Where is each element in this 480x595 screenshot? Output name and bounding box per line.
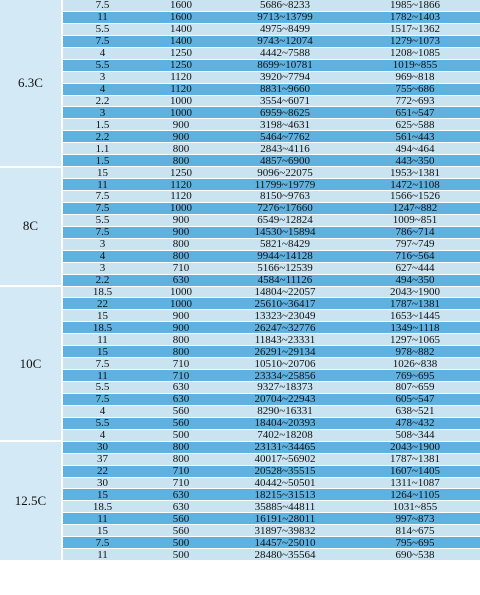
power-cell: 7.5 <box>62 191 142 203</box>
speed-cell: 630 <box>142 274 220 286</box>
pressure-range-cell: 494~350 <box>350 274 480 286</box>
flow-range-cell: 8699~10781 <box>220 59 350 71</box>
flow-range-cell: 4857~6900 <box>220 155 350 167</box>
table-row <box>0 11 480 23</box>
flow-range-cell: 9713~13799 <box>220 11 350 23</box>
model-group-label: 6.3C <box>0 0 62 167</box>
pressure-range-cell: 1031~855 <box>350 501 480 513</box>
table-row <box>0 477 480 489</box>
power-cell: 4 <box>62 83 142 95</box>
power-cell: 4 <box>62 47 142 59</box>
power-cell: 7.5 <box>62 35 142 47</box>
flow-range-cell: 2843~4116 <box>220 143 350 155</box>
table-row <box>0 310 480 322</box>
pressure-range-cell: 625~588 <box>350 119 480 131</box>
flow-range-cell: 9743~12074 <box>220 35 350 47</box>
pressure-range-cell: 605~547 <box>350 393 480 405</box>
flow-range-cell: 23334~25856 <box>220 370 350 382</box>
table-row <box>0 167 480 179</box>
speed-cell: 1250 <box>142 167 220 179</box>
pressure-range-cell: 690~538 <box>350 549 480 561</box>
pressure-range-cell: 1009~851 <box>350 214 480 226</box>
pressure-range-cell: 1472~1108 <box>350 179 480 191</box>
speed-cell: 800 <box>142 346 220 358</box>
pressure-range-cell: 1985~1866 <box>350 0 480 11</box>
speed-cell: 560 <box>142 417 220 429</box>
flow-range-cell: 14804~22057 <box>220 286 350 298</box>
power-cell: 30 <box>62 441 142 453</box>
pressure-range-cell: 1953~1381 <box>350 167 480 179</box>
table-row <box>0 405 480 417</box>
flow-range-cell: 10510~20706 <box>220 358 350 370</box>
pressure-range-cell: 1019~855 <box>350 59 480 71</box>
power-cell: 3 <box>62 107 142 119</box>
power-cell: 7.5 <box>62 226 142 238</box>
table-row <box>0 179 480 191</box>
flow-range-cell: 3554~6071 <box>220 95 350 107</box>
speed-cell: 800 <box>142 155 220 167</box>
flow-range-cell: 14457~25010 <box>220 537 350 549</box>
speed-cell: 900 <box>142 322 220 334</box>
power-cell: 4 <box>62 405 142 417</box>
pressure-range-cell: 997~873 <box>350 513 480 525</box>
table-row <box>0 119 480 131</box>
speed-cell: 1000 <box>142 107 220 119</box>
flow-range-cell: 5821~8429 <box>220 238 350 250</box>
power-cell: 1.1 <box>62 143 142 155</box>
pressure-range-cell: 795~695 <box>350 537 480 549</box>
table-row <box>0 0 480 11</box>
power-cell: 3 <box>62 262 142 274</box>
flow-range-cell: 6549~12824 <box>220 214 350 226</box>
pressure-range-cell: 1349~1118 <box>350 322 480 334</box>
speed-cell: 1120 <box>142 179 220 191</box>
speed-cell: 1120 <box>142 83 220 95</box>
table-row <box>0 322 480 334</box>
flow-range-cell: 6959~8625 <box>220 107 350 119</box>
model-group-label: 12.5C <box>0 441 62 560</box>
model-group-label: 8C <box>0 167 62 286</box>
flow-range-cell: 11843~23331 <box>220 334 350 346</box>
speed-cell: 710 <box>142 262 220 274</box>
speed-cell: 900 <box>142 214 220 226</box>
table-row <box>0 465 480 477</box>
speed-cell: 1000 <box>142 202 220 214</box>
pressure-range-cell: 1311~1087 <box>350 477 480 489</box>
pressure-range-cell: 1653~1445 <box>350 310 480 322</box>
flow-range-cell: 3920~7794 <box>220 71 350 83</box>
speed-cell: 1400 <box>142 23 220 35</box>
table-row <box>0 382 480 394</box>
power-cell: 11 <box>62 179 142 191</box>
speed-cell: 630 <box>142 382 220 394</box>
speed-cell: 900 <box>142 131 220 143</box>
table-row <box>0 537 480 549</box>
flow-range-cell: 16191~28011 <box>220 513 350 525</box>
power-cell: 15 <box>62 346 142 358</box>
pressure-range-cell: 1787~1381 <box>350 298 480 310</box>
table-row <box>0 358 480 370</box>
speed-cell: 1120 <box>142 71 220 83</box>
pressure-range-cell: 797~749 <box>350 238 480 250</box>
speed-cell: 710 <box>142 465 220 477</box>
flow-range-cell: 23131~34465 <box>220 441 350 453</box>
power-cell: 15 <box>62 167 142 179</box>
pressure-range-cell: 969~818 <box>350 71 480 83</box>
power-cell: 18.5 <box>62 286 142 298</box>
table-row <box>0 202 480 214</box>
power-cell: 11 <box>62 11 142 23</box>
flow-range-cell: 40017~56902 <box>220 453 350 465</box>
table-row <box>0 513 480 525</box>
flow-range-cell: 14530~15894 <box>220 226 350 238</box>
pressure-range-cell: 786~714 <box>350 226 480 238</box>
table-row <box>0 441 480 453</box>
table-row <box>0 525 480 537</box>
table-row <box>0 393 480 405</box>
pressure-range-cell: 716~564 <box>350 250 480 262</box>
pressure-range-cell: 1607~1405 <box>350 465 480 477</box>
flow-range-cell: 5464~7762 <box>220 131 350 143</box>
flow-range-cell: 18215~31513 <box>220 489 350 501</box>
pressure-range-cell: 2043~1900 <box>350 441 480 453</box>
pressure-range-cell: 494~464 <box>350 143 480 155</box>
pressure-range-cell: 814~675 <box>350 525 480 537</box>
pressure-range-cell: 1566~1526 <box>350 191 480 203</box>
flow-range-cell: 8831~9660 <box>220 83 350 95</box>
speed-cell: 710 <box>142 370 220 382</box>
pressure-range-cell: 1782~1403 <box>350 11 480 23</box>
flow-range-cell: 4584~11126 <box>220 274 350 286</box>
table-row <box>0 250 480 262</box>
pressure-range-cell: 2043~1900 <box>350 286 480 298</box>
speed-cell: 1600 <box>142 11 220 23</box>
flow-range-cell: 5166~12539 <box>220 262 350 274</box>
power-cell: 7.5 <box>62 0 142 11</box>
flow-range-cell: 9327~18373 <box>220 382 350 394</box>
speed-cell: 560 <box>142 513 220 525</box>
power-cell: 5.5 <box>62 214 142 226</box>
table-row <box>0 226 480 238</box>
table-row <box>0 262 480 274</box>
table-row <box>0 71 480 83</box>
power-cell: 15 <box>62 310 142 322</box>
table-row <box>0 23 480 35</box>
pressure-range-cell: 807~659 <box>350 382 480 394</box>
pressure-range-cell: 978~882 <box>350 346 480 358</box>
flow-range-cell: 26291~29134 <box>220 346 350 358</box>
power-cell: 3 <box>62 238 142 250</box>
power-cell: 30 <box>62 477 142 489</box>
power-cell: 11 <box>62 370 142 382</box>
table-row <box>0 346 480 358</box>
table-row <box>0 370 480 382</box>
table-row <box>0 417 480 429</box>
speed-cell: 1000 <box>142 298 220 310</box>
table-row <box>0 238 480 250</box>
flow-range-cell: 8290~16331 <box>220 405 350 417</box>
speed-cell: 560 <box>142 525 220 537</box>
speed-cell: 630 <box>142 393 220 405</box>
speed-cell: 500 <box>142 537 220 549</box>
table-row <box>0 489 480 501</box>
speed-cell: 1120 <box>142 191 220 203</box>
flow-range-cell: 20528~35515 <box>220 465 350 477</box>
pressure-range-cell: 1517~1362 <box>350 23 480 35</box>
power-cell: 37 <box>62 453 142 465</box>
table-row <box>0 286 480 298</box>
speed-cell: 500 <box>142 429 220 441</box>
speed-cell: 800 <box>142 453 220 465</box>
flow-range-cell: 7402~18208 <box>220 429 350 441</box>
speed-cell: 800 <box>142 250 220 262</box>
pressure-range-cell: 1297~1065 <box>350 334 480 346</box>
power-cell: 5.5 <box>62 417 142 429</box>
speed-cell: 500 <box>142 549 220 561</box>
pressure-range-cell: 772~693 <box>350 95 480 107</box>
flow-range-cell: 11799~19779 <box>220 179 350 191</box>
flow-range-cell: 5686~8233 <box>220 0 350 11</box>
flow-range-cell: 9096~22075 <box>220 167 350 179</box>
power-cell: 2.2 <box>62 131 142 143</box>
power-cell: 11 <box>62 549 142 561</box>
table-row <box>0 274 480 286</box>
speed-cell: 1250 <box>142 47 220 59</box>
power-cell: 2.2 <box>62 274 142 286</box>
power-cell: 7.5 <box>62 393 142 405</box>
power-cell: 3 <box>62 71 142 83</box>
power-cell: 7.5 <box>62 537 142 549</box>
power-cell: 2.2 <box>62 95 142 107</box>
flow-range-cell: 25610~36417 <box>220 298 350 310</box>
speed-cell: 710 <box>142 477 220 489</box>
power-cell: 4 <box>62 250 142 262</box>
pressure-range-cell: 1208~1085 <box>350 47 480 59</box>
flow-range-cell: 28480~35564 <box>220 549 350 561</box>
table-row <box>0 35 480 47</box>
flow-range-cell: 3198~4631 <box>220 119 350 131</box>
speed-cell: 800 <box>142 238 220 250</box>
speed-cell: 1400 <box>142 35 220 47</box>
speed-cell: 1250 <box>142 59 220 71</box>
table-row <box>0 501 480 513</box>
power-cell: 15 <box>62 525 142 537</box>
speed-cell: 1000 <box>142 95 220 107</box>
speed-cell: 560 <box>142 405 220 417</box>
flow-range-cell: 7276~17660 <box>220 202 350 214</box>
model-group-label: 10C <box>0 286 62 441</box>
speed-cell: 1600 <box>142 0 220 11</box>
flow-range-cell: 8150~9763 <box>220 191 350 203</box>
speed-cell: 900 <box>142 310 220 322</box>
table-row <box>0 107 480 119</box>
table-row <box>0 59 480 71</box>
pressure-range-cell: 508~344 <box>350 429 480 441</box>
power-cell: 15 <box>62 489 142 501</box>
power-cell: 11 <box>62 334 142 346</box>
pressure-range-cell: 755~686 <box>350 83 480 95</box>
table-row <box>0 155 480 167</box>
table-row <box>0 95 480 107</box>
power-cell: 7.5 <box>62 202 142 214</box>
power-cell: 7.5 <box>62 358 142 370</box>
power-cell: 5.5 <box>62 59 142 71</box>
power-cell: 11 <box>62 513 142 525</box>
power-cell: 1.5 <box>62 155 142 167</box>
table-row <box>0 214 480 226</box>
pressure-range-cell: 1026~838 <box>350 358 480 370</box>
table-row <box>0 429 480 441</box>
flow-range-cell: 40442~50501 <box>220 477 350 489</box>
pressure-range-cell: 1787~1381 <box>350 453 480 465</box>
speed-cell: 800 <box>142 143 220 155</box>
speed-cell: 900 <box>142 119 220 131</box>
speed-cell: 800 <box>142 441 220 453</box>
pressure-range-cell: 1279~1073 <box>350 35 480 47</box>
pressure-range-cell: 651~547 <box>350 107 480 119</box>
table-row <box>0 191 480 203</box>
speed-cell: 630 <box>142 501 220 513</box>
pressure-range-cell: 561~443 <box>350 131 480 143</box>
pressure-range-cell: 638~521 <box>350 405 480 417</box>
table-row <box>0 334 480 346</box>
speed-cell: 900 <box>142 226 220 238</box>
power-cell: 18.5 <box>62 501 142 513</box>
power-cell: 22 <box>62 298 142 310</box>
table-row <box>0 549 480 561</box>
pressure-range-cell: 478~432 <box>350 417 480 429</box>
pressure-range-cell: 443~350 <box>350 155 480 167</box>
table-row <box>0 298 480 310</box>
power-cell: 5.5 <box>62 23 142 35</box>
table-row <box>0 47 480 59</box>
table-row <box>0 143 480 155</box>
speed-cell: 710 <box>142 358 220 370</box>
speed-cell: 630 <box>142 489 220 501</box>
flow-range-cell: 20704~22943 <box>220 393 350 405</box>
power-cell: 18.5 <box>62 322 142 334</box>
flow-range-cell: 4975~8499 <box>220 23 350 35</box>
flow-range-cell: 35885~44811 <box>220 501 350 513</box>
flow-range-cell: 4442~7588 <box>220 47 350 59</box>
flow-range-cell: 31897~39832 <box>220 525 350 537</box>
table-row <box>0 83 480 95</box>
pressure-range-cell: 627~444 <box>350 262 480 274</box>
pressure-range-cell: 769~695 <box>350 370 480 382</box>
power-cell: 22 <box>62 465 142 477</box>
flow-range-cell: 9944~14128 <box>220 250 350 262</box>
speed-cell: 800 <box>142 334 220 346</box>
flow-range-cell: 13323~23049 <box>220 310 350 322</box>
pressure-range-cell: 1247~882 <box>350 202 480 214</box>
flow-range-cell: 18404~20393 <box>220 417 350 429</box>
speed-cell: 1000 <box>142 286 220 298</box>
power-cell: 4 <box>62 429 142 441</box>
pressure-range-cell: 1264~1105 <box>350 489 480 501</box>
power-cell: 5.5 <box>62 382 142 394</box>
flow-range-cell: 26247~32776 <box>220 322 350 334</box>
table-row <box>0 453 480 465</box>
power-cell: 1.5 <box>62 119 142 131</box>
table-row <box>0 131 480 143</box>
